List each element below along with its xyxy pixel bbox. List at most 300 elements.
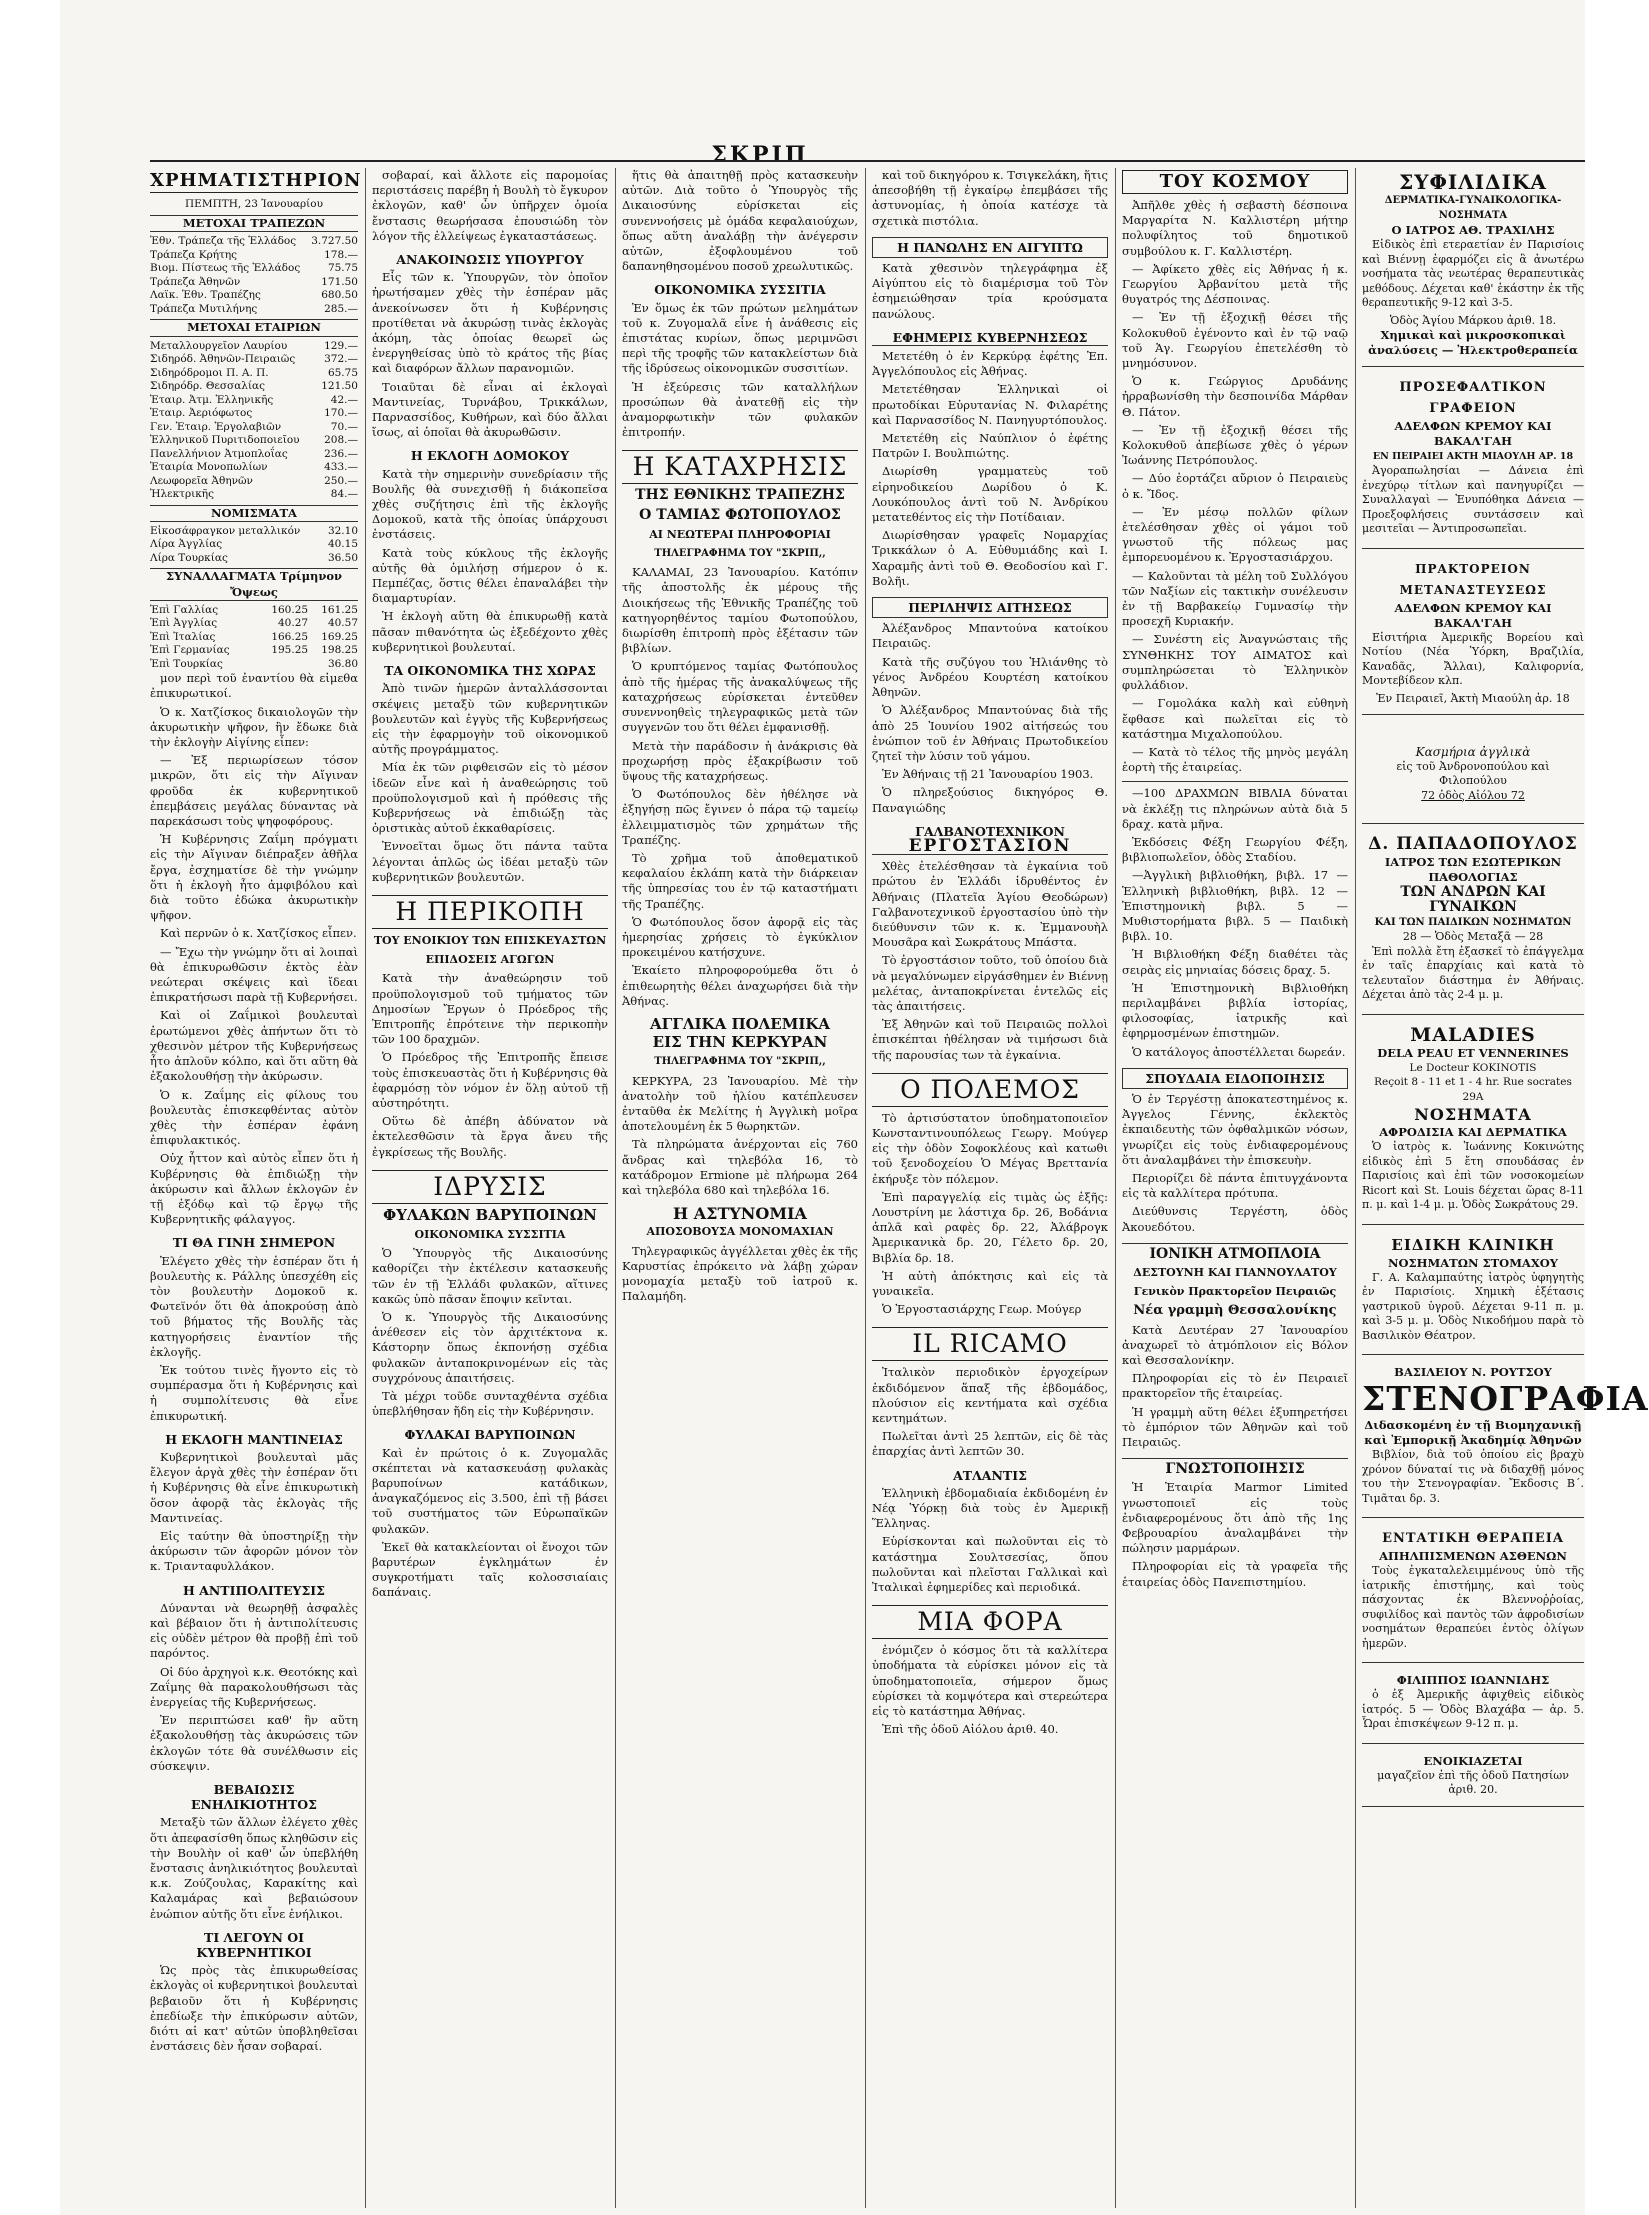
subheading: ΕΠΙΔΟΣΕΙΣ ΑΓΩΓΩΝ	[425, 953, 555, 967]
market-name: Μεταλλουργεῖον Λαυρίου	[150, 339, 288, 352]
market-row	[150, 617, 358, 631]
paragraph: Διωρίσθη γραμματεὺς τοῦ εἰρηνοδικείου Δωρίδου ὁ Κ. Λουκόπουλος ἀντὶ τοῦ Ν. Ἀνδρίκου μετατεθέντος εἰς τὴν Ποτίδαιαν.	[872, 464, 1108, 525]
paragraph: Μετετέθη εἰς Ναύπλιον ὁ ἐφέτης Πατρῶν Ι. Βουλπιώτης.	[872, 431, 1108, 461]
market-name: Ἐθν. Τράπεζα τῆς Ἑλλάδος	[150, 235, 297, 248]
paragraph: Ὁ πληρεξούσιος δικηγόρος Θ. Παναγιώδης	[872, 785, 1108, 815]
article-body	[1122, 781, 1348, 1059]
paragraph: Περιορίζει δὲ πάντα ἐπιτυγχάνοντα εἰς τὰ καλλίτερα πρότυπα.	[1122, 1170, 1348, 1201]
section-heading: ΟΙΚΟΝΟΜΙΚΑ ΣΥΣΣΙΤΙΑ	[654, 282, 826, 298]
section-heading: ΑΓΓΛΙΚΑ ΠΟΛΕΜΙΚΑ	[649, 1014, 831, 1033]
article-body	[622, 565, 858, 1009]
ad-kokinotis	[1362, 1021, 1584, 1225]
ad-title: ΒΑΣΙΛΕΙΟΥ Ν. ΡΟΥΤΣΟΥ	[1394, 1365, 1552, 1379]
ad-title: ΕΝΟΙΚΙΑΖΕΤΑΙ	[1423, 1753, 1523, 1768]
column-rule	[865, 168, 866, 2208]
section-heading: ΦΥΛΑΚΑΙ ΒΑΡΥΠΟΙΝΩΝ	[404, 1427, 576, 1443]
paragraph: Ἡ Κυβέρνησις Ζαΐμη πρόγματι εἰς τὴν Αἴγιναν διέπραξεν ἀθῆλα ἔργα, ἐσχηματίσε δὲ τὴν γνώμην ὅτι ἡ ἐκλογὴ ἦτο ἀμφιβόλου καὶ διὰ τοῦτο ἐδώκα ἀκυρωτικὴν ψῆφον.	[150, 832, 358, 923]
paragraph: — Γομολάκα καλὴ καὶ εὐθηνὴ ἔφθασε καὶ πωλεῖται εἰς τὸ κατάστημα Μιχαλοπούλου.	[1122, 696, 1348, 741]
paragraph: Πληροφορίαι εἰς τὰ γραφεῖα τῆς ἑταιρείας ὁδὸς Πανεπιστημίου.	[1122, 1559, 1348, 1589]
market-value	[258, 658, 308, 672]
paragraph: Ὁ Φωτόπουλος δὲν ἠθέλησε νὰ ἐξηγήσῃ πῶς ἔγινεν ὁ πάρα τῷ ταμείῳ ἐλλειμματισμὸς τῶν χρημάτων τῆς Τραπέζης.	[622, 787, 858, 847]
paragraph: —Ἀγγλικὴ βιβλιοθήκη, βιβλ. 17 — Ἑλληνικὴ βιβλιοθήκη, βιβλ. 12 — Ἐπιστημονικὴ βιβλ. 5 — Μυθιστορήματα βιβλ. 5 — Παιδικὴ βιβλ. 10.	[1122, 868, 1348, 944]
market-row	[150, 448, 358, 462]
paragraph: ΚΑΛΑΜΑΙ, 23 Ἰανουαρίου. Κατόπιν τῆς ἀποστολῆς ἐκ μέρους τῆς Διοικήσεως τῆς Ἐθνικῆς Τραπέζης τοῦ κατηγορηθέντος ταμίου Φωτοπούλου, διωρίσθη ἐπιτροπὴ πρὸς ἐξέτασιν τῶν βιβλίων.	[622, 565, 858, 656]
article-body	[872, 859, 1108, 1063]
paragraph: Τηλεγραφικῶς ἀγγέλλεται χθὲς ἐκ τῆς Καρυστίας ἐπρόκειτο νὰ λάβῃ χώραν μονομαχία μεταξὺ τοῦ ἰατροῦ κ. Παλαμήδη.	[622, 1243, 858, 1304]
paragraph: Ἐκ τούτου τινὲς ἤγοντο εἰς τὸ συμπέρασμα ὅτι ἡ Κυβέρνησις καὶ ἡ συμπολίτευσις θὰ εἶνε ἐπικυρωτική.	[150, 1362, 358, 1423]
market-name: Ἐπὶ Τουρκίας	[150, 657, 223, 670]
market-row	[150, 488, 358, 502]
paragraph: Πωλεῖται ἀντὶ 25 λεπτῶν, εἰς δὲ τὰς ἐπαρχίας ἀντὶ λεπτῶν 30.	[872, 1429, 1108, 1459]
market-row	[150, 658, 358, 672]
paragraph: — Ἐν μέσῳ πολλῶν φίλων ἐτελέσθησαν χθὲς οἱ γάμοι τοῦ γνωστοῦ τῆς πόλεως μας ἐμπορευομένου κ. Ἐργοστασιάρχου.	[1122, 504, 1348, 565]
article-body	[872, 1486, 1108, 1595]
market-value: 236.—	[324, 447, 358, 460]
market-row	[150, 538, 358, 552]
section-heading: ΓΑΛΒΑΝΟΤΕΧΝΙΚΟΝ	[915, 823, 1065, 839]
paragraph: Ἡ Ἑταιρία Marmor Limited γνωστοποιεῖ εἰς τοὺς ἐνδιαφερομένους ὅτι ἀπὸ τῆς 1ης Φεβρουαρίου ἀναλαμβάνει τὴν πώλησιν μαρμάρων.	[1122, 1480, 1348, 1556]
column-2	[372, 168, 608, 2208]
paragraph: — Καλοῦνται τὰ μέλη τοῦ Συλλόγου τῶν Ναξίων εἰς τακτικὴν συνέλευσιν ἐν τῇ Βαρβακείῳ Γυμνασίῳ τὴν προσεχῆ Κυριακήν.	[1122, 568, 1348, 629]
section-heading: Η ΠΑΝΩΛΗΣ ΕΝ ΑΙΓΥΠΤΩ	[872, 237, 1108, 258]
subheading: ΤΟΥ ΕΝΟΙΚΙΟΥ ΤΩΝ ΕΠΙΣΚΕΥΑΣΤΩΝ	[373, 933, 607, 947]
headline: Ο ΠΟΛΕΜΟΣ	[872, 1073, 1108, 1107]
paragraph: Μετὰ τὴν παράδοσιν ἡ ἀνάκρισις θὰ προχωρήσῃ πρὸς ἐξακρίβωσιν τοῦ ὕψους τῆς καταχρήσεως.	[622, 738, 858, 783]
paragraph: Κατὰ τὴν ἀναθεώρησιν τοῦ προϋπολογισμοῦ τοῦ τμήματος τῶν Δημοσίων Ἔργων ὁ Πρόεδρος τῆς Ἐπιτροπῆς ἐπρότεινε τὴν περικοπὴν τῶν 100 δραχμῶν.	[372, 971, 608, 1047]
market-row	[150, 604, 358, 618]
ad-doctor: Le Docteur KOKINOTIS	[1409, 1061, 1537, 1074]
article-body	[150, 1450, 358, 1575]
market-name: Ἑταιρ. Ἀεριόφωτος	[150, 407, 253, 420]
paragraph: Ὁ Πρόεδρος τῆς Ἐπιτροπῆς ἔπεισε τοὺς ἐπισκευαστὰς ὅτι ἡ Κυβέρνησις θὰ ἐφαρμόσῃ τὸν νόμον ἐν ὅλῃ αὐτοῦ τῇ αὐστηρότητι.	[372, 1050, 608, 1110]
fx-heading: ΣΥΝΑΛΛΑΓΜΑΤΑ Τρίμηνον Ὄψεως	[150, 568, 358, 600]
paragraph: Καὶ οἱ Ζαΐμικοὶ βουλευταὶ ἐρωτώμενοι χθὲς ἀπήντων ὅτι τὸ χθεσινὸν μέτρον τῆς Κυβερνήσεως ἦτο ἀπλοῦν κόλπο, καὶ ὅτι αὕτη θὰ ἐξακολουθήσῃ τὴν ἀκύρωσιν.	[150, 1008, 358, 1084]
article-body	[872, 621, 1108, 815]
paragraph: Ὁ ἐν Τεργέστῃ ἀποκατεστημένος κ. Ἀγγελος Γέννης, ἐκλεκτὸς ἐκπαιδευτὴς τῶν ὀφθαλμικῶν νόσων, γνωρίζει εἰς τοὺς ἐνδιαφερομένους ὅτι ἀναλαμβάνει τὴν ἐπισκευὴν.	[1122, 1091, 1348, 1167]
article-body	[372, 270, 608, 440]
market-value: 161.25	[321, 603, 358, 616]
headline: Η ΚΑΤΑΧΡΗΣΙΣ	[622, 450, 858, 484]
paragraph: Τὸ ἐργοστάσιον τοῦτο, τοῦ ὁποίου διὰ νὰ μεγαλύνωμεν εἰργάσθημεν ἐν Βιέννῃ μελέτας, ἀνταποκρίνεται ἐντελῶς εἰς τὰς ἀπαιτήσεις.	[872, 953, 1108, 1013]
paragraph: Τὸ ἀρτισύστατον ὑποδηματοποιεῖον Κωνσταντινουπόλεως Γεωργ. Μούγερ εἰς τὴν ὁδὸν Σοφοκλέους καὶ κατωθι τοῦ ξενοδοχείου Ὁ Μέγας Βρεττανία ἐκήρυξε τὸν πόλεμον.	[872, 1110, 1108, 1186]
paragraph: Ἡ Ἐπιστημονικὴ Βιβλιοθήκη περιλαμβάνει βιβλία ἱστορίας, φιλοσοφίας, ἰατρικῆς καὶ ἐφηρμοσμένων ἐπιστημῶν.	[1122, 980, 1348, 1041]
section-heading: ΤΙ ΛΕΓΟΥΝ ΟΙ ΚΥΒΕΡΝΗΤΙΚΟΙ	[196, 1929, 312, 1961]
paragraph: Ὁ κ. Γεώργιος Δρυδάνης ἠρραβωνίσθη τὴν δεσποινίδα Μάρθαν Θ. Πάτον.	[1122, 374, 1348, 419]
market-name: Τράπεζα Κρήτης	[150, 248, 238, 261]
market-name: Ἑταιρ. Ἀτμ. Ἑλληνικῆς	[150, 393, 274, 406]
market-value: 285.—	[324, 302, 358, 315]
ad-for-rent	[1362, 1750, 1584, 1807]
article-body	[1122, 1092, 1348, 1235]
paragraph: Ἐπὶ παραγγελίᾳ εἰς τιμὰς ὡς ἑξῆς: Λουστρίνη με λάστιχα δρ. 26, Βοδάνια ἁπλᾶ καὶ ραφὲς δρ. 22, Ἀλάβρογκ Ἀμερικανικὰ δρ. 20, Γέλετο δρ. 20, Βιβλία δρ. 18.	[872, 1189, 1108, 1265]
article-body	[372, 1246, 608, 1419]
market-row	[150, 276, 358, 290]
market-name: Σιδηρόδρομοι Π. Α. Π.	[150, 366, 269, 379]
paragraph: Διεύθυνσις Τεργέστη, ὁδὸς Ἀκουεδότου.	[1122, 1204, 1348, 1234]
article-body	[372, 467, 608, 655]
paragraph: Ὁ κ. Χατζίσκος δικαιολογῶν τὴν ἀκυρωτικὴν ψῆφον, ἣν ἔδωκε διὰ τὴν ἐκλογὴν Αἰγίνης εἶπεν:	[150, 704, 358, 750]
ad-address: Ὁδὸς Ἁγίου Μάρκου ἀριθ. 18.	[1389, 313, 1557, 327]
ad-title: ΝΟΣΗΜΑΤΑ	[1414, 1105, 1532, 1124]
article-body	[872, 1365, 1108, 1459]
article-body	[872, 1111, 1108, 1318]
market-row	[150, 340, 358, 354]
market-row	[150, 289, 358, 303]
paragraph: Οὐχ ἧττον καὶ αὐτὸς εἶπεν ὅτι ἡ Κυβέρνησις θὰ ἐπιδιώξῃ τὴν ἀκύρωσιν καὶ ἄλλων ἐκλογῶν ἐν τῇ ἐξόδῳ καὶ τῷ ἔργῳ τῆς Κυβερνητικῆς φάλαγγος.	[150, 1151, 358, 1227]
ad-subtitle: ΚΑΙ ΤΩΝ ΠΑΙΔΙΚΩΝ ΝΟΣΗΜΑΤΩΝ	[1374, 917, 1572, 928]
market-name: Ἑταιρία Μονοπωλίων	[150, 461, 268, 474]
market-name: Εἰκοσάφραγκον μεταλλικόν	[150, 524, 301, 537]
ad-text: ὁ ἐξ Ἀμερικῆς ἀφιχθεὶς εἰδικὸς ἰατρός. 5 — Ὁδὸς Βλαχάβα — ἀρ. 5. Ὧραι ἐπισκέψεων 9-12 π. μ.	[1362, 1688, 1584, 1730]
ad-title: ΕΝΤΑΤΙΚΗ ΘΕΡΑΠΕΙΑ	[1382, 1531, 1564, 1546]
paragraph: Χθὲς ἐτελέσθησαν τὰ ἐγκαίνια τοῦ πρώτου ἐν Ἑλλάδι ἱδρυθέντος ἐν Ἀθήναις (Πλατεῖα Ἁγίου Θεοδώρων) Γαλβανοτεχνικοῦ ἐργοστασίου ὑπὸ τὴν διεύθυνσιν τῶν κ. κ. Ἐμμανουὴλ Μουσᾶρα καὶ Σωκράτους Μπάστα.	[872, 859, 1108, 950]
market-row	[150, 353, 358, 367]
ad-text: Εἰσιτήρια Ἀμερικῆς Βορείου καὶ Νοτίου (Νέα Ὑόρκη, Βραζιλία, Καναδᾶς, Ἄλλαι), Καλιφορνία, Μοντεβίδεον κλπ.	[1362, 630, 1584, 687]
section-heading: ΤΑ ΟΙΚΟΝΟΜΙΚΑ ΤΗΣ ΧΩΡΑΣ	[384, 663, 596, 679]
stock-exchange-title: ΧΡΗΜΑΤΙΣΤΗΡΙΟΝ	[150, 170, 362, 191]
article-body	[372, 971, 608, 1159]
ad-subtitle: ΝΟΣΗΜΑΤΩΝ ΣΤΟΜΑΧΟΥ	[1388, 1255, 1558, 1270]
section-heading: ΣΠΟΥΔΑΙΑ ΕΙΔΟΠΟΙΗΣΙΣ	[1122, 1068, 1348, 1089]
paragraph: Ἑλληνικὴ ἑβδομαδιαία ἐκδιδομένη ἐν Νέᾳ Ὑόρκῃ διὰ τοὺς ἐν Ἀμερικῇ Ἕλληνας.	[872, 1485, 1108, 1531]
column-6-ads	[1362, 168, 1649, 2208]
paragraph: Μία ἐκ τῶν ριφθεισῶν εἰς τὸ μέσον ἰδεῶν εἶνε καὶ ἡ ἀναθεώρησις τοῦ προϋπολογισμοῦ καὶ ἡ πρόθεσις τῆς Κυβερνήσεως νὰ ἐπιδιώξῃ τὰς ὁριστικὰς αὐτοῦ ἐκκαθαρίσεις.	[372, 760, 608, 836]
headline: ΕΡΓΟΣΤΑΣΙΟΝ	[872, 839, 1108, 855]
market-row	[150, 235, 358, 249]
market-row	[150, 644, 358, 658]
masthead: ΣΚΡΙΠ	[711, 142, 809, 168]
section-heading: ΠΕΡΙΛΗΨΙΣ ΑΙΤΗΣΕΩΣ	[872, 597, 1108, 618]
paragraph: — Δύο ἐορτάζει αὔριον ὁ Πειραιεὺς ὁ κ. Ἴδος.	[1122, 471, 1348, 501]
column-4	[872, 168, 1108, 2208]
market-value: 372.—	[324, 353, 358, 366]
article-body	[872, 261, 1108, 322]
paragraph: Ὁ κατάλογος ἀποστέλλεται δωρεάν.	[1132, 1044, 1346, 1059]
paragraph: Ὁ Ἐργοστασιάρχης Γεωρ. Μούγερ	[882, 1302, 1082, 1317]
ad-subtitle: ΑΔΕΛΦΩΝ ΚΡΕΜΟΥ ΚΑΙ ΒΑΚΑΛ'ΓΑΗ	[1394, 600, 1552, 630]
article-body	[150, 1601, 358, 1774]
market-value: 84.—	[330, 488, 358, 501]
section-heading: ΕΦΗΜΕΡΙΣ ΚΥΒΕΡΝΗΣΕΩΣ	[872, 330, 1108, 346]
ad-title: ΣΥΦΙΛΙΔΙΚΑ	[1399, 170, 1547, 194]
top-rule	[150, 160, 1585, 162]
ad-text: εἰς τοῦ Ἀνδρονοπούλου καὶ Φιλοπούλου	[1396, 759, 1550, 787]
section-heading: ΑΤΛΑΝΤΙΣ	[953, 1467, 1027, 1483]
banks-heading: ΜΕΤΟΧΑΙ ΤΡΑΠΕΖΩΝ	[150, 215, 358, 232]
market-value: 129.—	[324, 339, 358, 352]
market-name: Σιδηρόδρ. Θεσσαλίας	[150, 380, 266, 393]
ad-stomach-clinic	[1362, 1231, 1584, 1356]
column-5	[1122, 168, 1348, 2208]
market-value: 170.—	[324, 407, 358, 420]
headline: Η ΠΕΡΙΚΟΠΗ	[372, 895, 608, 929]
market-value: 40.57	[327, 617, 358, 630]
paragraph: Ὁ Ὑπουργὸς τῆς Δικαιοσύνης καθορίζει τὴν ἐκτέλεσιν κατασκευῆς τῶν ἐν τῇ Ἑλλάδι φυλακῶν, αἵτινες κακῶς ὑπὸ πᾶσαν ἔποψιν κεῖνται.	[372, 1246, 608, 1306]
article-body	[150, 1254, 358, 1424]
article-body	[872, 1643, 1108, 1737]
article-body	[1122, 1480, 1348, 1589]
paragraph: Εἷς τῶν κ. Ὑπουργῶν, τὸν ὁποῖον ἠρωτήσαμεν χθὲς τὴν ἑσπέραν μᾶς ἀνεκοίνωσεν ὅτι ἡ Κυβέρνησις προτίθεται νὰ ἀκυρώσῃ τινὰς ἐκλογὰς ἀκόμη, τὰς ὁποίας θεωρεῖ ὡς ἐνεργηθείσας ὑπὸ τὸ κράτος τῆς βίας καὶ διαφόρων ἄλλων παρανομιῶν.	[372, 270, 608, 376]
subheading: ΟΙΚΟΝΟΜΙΚΑ ΣΥΣΣΙΤΙΑ	[414, 1227, 566, 1241]
ad-stenography	[1362, 1361, 1649, 1518]
banks-table	[150, 235, 358, 316]
section-heading: Η ΑΝΤΙΠΟΛΙΤΕΥΣΙΣ	[183, 1582, 325, 1598]
article-body	[1122, 198, 1348, 775]
paragraph: Μετετέθησαν Ἑλληνικαὶ οἱ πρωτοδίκαι Εὐρυτανίας Ν. Φιλαρέτης καὶ Παρνασσίδος Ν. Πανηγυρτόπουλος.	[872, 382, 1108, 427]
paragraph: Ἡ ἐξεύρεσις τῶν καταλλήλων προσώπων θὰ ἀνατεθῇ εἰς τὴν ἀναμορφωτικὴν τῶν φυλακῶν ἐπιτροπήν.	[622, 379, 858, 440]
paragraph: — Ἔχω τὴν γνώμην ὅτι αἱ λοιπαὶ θὰ ἐπικυρωθῶσιν ἐκτὸς ἐὰν νεώτεραι σκέψεις καὶ ἴδεαι ἐπικρατήσωσι παρὰ τῇ Κυβερνήσει.	[150, 944, 358, 1005]
section-heading: ΙΟΝΙΚΗ ΑΤΜΟΠΛΟΙΑ	[1122, 1243, 1348, 1262]
market-row	[150, 367, 358, 381]
paragraph: Ἰταλικὸν περιοδικὸν ἐργοχείρων ἐκδιδόμενον ἅπαξ τῆς ἑβδομάδος, πλούσιον εἰς κεντήματα καὶ σχέδια κεντημάτων.	[872, 1365, 1108, 1426]
ad-text: Κασμήρια ἀγγλικὰ	[1415, 745, 1531, 759]
ad-title: MALADIES	[1410, 1023, 1536, 1046]
ad-subtitle: ΤΩΝ ΑΝΔΡΩΝ ΚΑΙ ΓΥΝΑΙΚΩΝ	[1400, 884, 1546, 915]
ad-title: ΠΡΟΣΕΦΑΛΤΙΚΟΝ ΓΡΑΦΕΙΟΝ	[1399, 380, 1547, 416]
market-row	[150, 461, 358, 475]
paragraph: — Ἀφίκετο χθὲς εἰς Ἀθήνας ἡ κ. Γεωργίου Ἀρβανίτου μετὰ τῆς θυγατρός της Δέσποινας.	[1122, 261, 1348, 307]
ad-text: Ἀγοραπωλησίαι — Δάνεια ἐπὶ ἐνεχύρῳ τίτλων καὶ πανηγυρίζει — Συναλλαγαὶ — Ἐνυπόθηκα Δάνεια — Προεξοφλήσεις συντάσσειν καὶ μεσιτεῖαι — Ἀντιπροσωπεῖαι.	[1362, 464, 1584, 535]
paragraph: Ἐκεῖ θὰ κατακλείονται οἱ ἔνοχοι τῶν βαρυτέρων ἐγκλημάτων ἐν συγκροτήματι ταῖς κολοσσιαίαις δαπάναις.	[372, 1539, 608, 1600]
paragraph: Ὁ Φωτόπουλος ὅσον ἀφορᾷ εἰς τὰς ἡμερησίας χρήσεις τὸ ἐγκύκλιον προκειμένου κατήσχυνε.	[622, 914, 858, 960]
paragraph: Κατὰ τοὺς κύκλους τῆς ἐκλογῆς αὐτῆς θὰ ὁμιλήσῃ σήμερον ὁ κ. Πεμπέζας, ὅστις θέλει ἐπαναλάβει τὴν διαμαρτυρίαν.	[372, 545, 608, 606]
market-value: 171.50	[321, 275, 358, 288]
ad-title: Δ. ΠΑΠΑΔΟΠΟΥΛΟΣ	[1368, 834, 1578, 854]
ad-address: Ἐν Πειραιεῖ, Ἀκτὴ Μιαούλη ἀρ. 18	[1376, 691, 1570, 705]
paragraph: Τοιαῦται δὲ εἶναι αἱ ἐκλογαὶ Μαντινείας, Τυρνάβου, Τρικκάλων, Παρνασσίδος, Κυθήρων, καὶ δύο ἄλλαι ἴσως, αἱ ὁποῖαι θὰ ἀκυρωθῶσιν.	[372, 379, 608, 440]
column-rule	[615, 168, 616, 2208]
article-body	[372, 1446, 608, 1601]
market-value: 433.—	[324, 461, 358, 474]
paragraph: Εὑρίσκονται καὶ πωλοῦνται εἰς τὸ κατάστημα Σουλτσεσίας, ὅπου πωλοῦνται καὶ πλεῖσται Γαλλικαὶ καὶ Ἰταλικαὶ ἐφημερίδες καὶ περιοδικά.	[872, 1534, 1108, 1595]
ad-ioannidis	[1362, 1669, 1584, 1744]
paragraph: — Ἐν τῇ ἐξοχικῇ θέσει τῆς Κολοκυθοῦ ἀπεβίωσε χθὲς ὁ γέρων Ἰωάννης Πετρόπουλος.	[1122, 422, 1348, 468]
paragraph: Κατὰ τὴν σημερινὴν συνεδρίασιν τῆς Βουλῆς θὰ συνεχισθῇ ἡ διάκοπεῖσα χθὲς συζήτησις ἐπὶ τῆς ἐκλογῆς Δομοκοῦ, κατὰ τῆς ὁποίας ὑπάρχουσι ἐνστάσεις.	[372, 466, 608, 542]
article-body	[622, 168, 858, 274]
coins-heading: ΝΟΜΙΣΜΑΤΑ	[150, 505, 358, 522]
section-heading: Η ΕΚΛΟΓΗ ΜΑΝΤΙΝΕΙΑΣ	[165, 1431, 343, 1447]
paragraph: μον περὶ τοῦ ἐναντίου θὰ εἰμεθα ἐπικυρωτικοί.	[150, 671, 358, 701]
market-row	[150, 394, 358, 408]
paragraph: — Ἐξ περιωρίσεων τόσον μικρῶν, ὅτι εἰς τὴν Αἴγιναν φροῦδα ἐκ κυβερνητικοῦ ἐπεμβάσεις μεγάλας δύναντας νὰ παρεκάσωσι τοὺς ψηφοφόρους.	[150, 753, 358, 829]
article-body	[372, 168, 608, 244]
ad-text: Ἐπὶ πολλὰ ἔτη ἐξασκεῖ τὸ ἐπάγγελμα ἐν ταῖς ἐπαρχίαις καὶ κατὰ τὸ τελευταῖον διάστημα ἐν Ἀθήναις. Δέχεται ἀπὸ τὰς 2-4 μ. μ.	[1362, 944, 1584, 1001]
paragraph: καὶ τοῦ δικηγόρου κ. Τσιγκελάκη, ἥτις ἀπεσοβήθη τῇ ἐγκαίρῳ ἐπεμβάσει τῆς ἀστυνομίας, ἡ ὁποία κατέσχε τὰ σχετικὰ πιστόλια.	[872, 168, 1108, 228]
paragraph: — Συνέστη εἰς Ἀναγνώσταις τῆς ΣΥΝΘΗΚΗΣ ΤΟΥ ΑΙΜΑΤΟΣ καὶ συμπληρώσεται τὸ Ἑλληνικὸν φυλλάδιον.	[1122, 632, 1348, 693]
market-value: 42.—	[330, 393, 358, 406]
market-value: 70.—	[330, 420, 358, 433]
subheading: ΑΠΟΣΟΒΟΥΣΑ ΜΟΝΟΜΑΧΙΑΝ	[646, 1225, 834, 1239]
ad-subtitle: ΙΑΤΡΟΣ ΤΩΝ ΕΣΩΤΕΡΙΚΩΝ ΠΑΘΟΛΟΓΙΑΣ	[1384, 855, 1562, 884]
paragraph: Διωρίσθησαν γραφεῖς Νομαρχίας Τρικκάλων ὁ Α. Εὐθυμιάδης καὶ Ι. Χαραμῆς ἀντὶ τοῦ Θ. Θεοδοσίου καὶ Γ. Βολῆι.	[872, 528, 1108, 588]
article-body	[150, 1963, 358, 2054]
fx-table	[150, 604, 358, 672]
ad-text: Τοὺς ἐγκαταλελειμμένους ὑπὸ τῆς ἰατρικῆς ἐπιστήμης, καὶ τοὺς πάσχοντας ἐκ Βλεννοῤῥοίας, συφιλίδος καὶ παντὸς τῶν ἀφροδισίων νοσημάτων θεραπεύει ἐντὸς ὀλίγων ἡμερῶν.	[1362, 1564, 1584, 1650]
market-name: Λίρα Ἀγγλίας	[150, 538, 223, 551]
paragraph: Κατὰ Δευτέραν 27 Ἰανουαρίου ἀναχωρεῖ τὸ ἀτμόπλοιον εἰς Βόλον καὶ Θεσσαλονίκην.	[1122, 1322, 1348, 1368]
paragraph: Ὁ κ. Ὑπουργὸς τῆς Δικαιοσύνης ἀνέθεσεν εἰς τὸν ἀρχιτέκτονα κ. Κάστορην ὅπως ἐκπονήσῃ σχέδια φυλακῶν ἀνταποκρινομένων εἰς τὰς συγχρόνους ἀπαιτήσεις.	[372, 1310, 608, 1385]
market-name: Γεν. Ἑταιρ. Ἐργολαβιῶν	[150, 420, 282, 433]
subheading: ΔΕΣΤΟΥΝΗ ΚΑΙ ΓΙΑΝΝΟΥΛΑΤΟΥ	[1133, 1266, 1337, 1279]
market-row	[150, 303, 358, 317]
subheading: ΕΙΣ ΤΗΝ ΚΕΡΚΥΡΑΝ	[652, 1033, 828, 1052]
market-name: Ἑλληνικοῦ Πυριτιδοποιεῖου	[150, 434, 300, 447]
ad-subtitle: ΑΠΗΛΠΙΣΜΕΝΩΝ ΑΣΘΕΝΩΝ	[1379, 1549, 1567, 1563]
headline: IL RICAMO	[872, 1327, 1108, 1361]
market-name: Τράπεζα Μυτιλήνης	[150, 302, 258, 315]
paragraph: Ἀλέξανδρος Μπαντούνα κατοίκου Πειραιῶς.	[872, 621, 1108, 651]
ad-cashmere	[1362, 721, 1584, 824]
section-heading: ΑΝΑΚΟΙΝΩΣΙΣ ΥΠΟΥΡΓΟΥ	[396, 252, 584, 268]
market-value: 65.75	[327, 366, 358, 379]
ad-subtitle: Διδασκομένη ἐν τῇ Βιομηχανικῇ καὶ Ἐμπορικῇ Ἀκαδημίᾳ Ἀθηνῶν	[1364, 1418, 1582, 1447]
ad-title: ΕΙΔΙΚΗ ΚΛΙΝΙΚΗ	[1391, 1235, 1555, 1254]
market-name: Λίρα Τουρκίας	[150, 551, 228, 564]
column-1	[150, 168, 362, 2208]
article-body	[150, 1815, 358, 1921]
paragraph: ἥτις θὰ ἀπαιτηθῇ πρὸς κατασκευὴν αὐτῶν. Διὰ τοῦτο ὁ Ὑπουργὸς τῆς Δικαιοσύνης εὑρίσκεται εἰς συνεννοήσεις μὲ ὁμάδα κεφαλαιούχων, ὅπως αὕτη ἀναλάβῃ τὴν ἀνέγερσιν αὐτῶν, ἐξοφλουμένου τοῦ δαπανηθησομένου ποσοῦ χρεωλυτικῶς.	[622, 168, 858, 274]
column-3	[622, 168, 858, 2208]
ad-subtitle: ΔΕΡΜΑΤΙΚΑ-ΓΥΝΑΙΚΟΛΟΓΙΚΑ-ΝΟΣΗΜΑΤΑ	[1384, 195, 1562, 221]
ad-text: Γ. Α. Καλαμπαύτης ἰατρὸς ὑφηγητὴς ἐν Παρισίοις. Χημικὴ ἐξέτασις γαστρικοῦ ὑγροῦ. Δέχεται 9-11 π. μ. καὶ 3-5 μ. μ. Ὁδὸς Νικοδήμου παρὰ τὸ Βασιλικὸν Θέατρον.	[1362, 1270, 1584, 1342]
paragraph: Ἐννοεῖται ὅμως ὅτι πάντα ταῦτα λέγονται ἁπλῶς ὡς ἰδέαι μεταξὺ τῶν κυβερνητικῶν βουλευτῶν.	[372, 839, 608, 884]
section-heading: Η ΑΣΤΥΝΟΜΙΑ	[673, 1204, 807, 1224]
market-value: 36.50	[327, 551, 358, 564]
market-value: 36.80	[327, 657, 358, 670]
paragraph: Κατὰ χθεσινὸν τηλεγράφημα ἐξ Αἰγύπτου εἰς τὸ διαμέρισμα τοῦ Τὸν ἐσημειώθησαν τρία κρούσματα πανώλους.	[872, 261, 1108, 321]
ad-text: μαγαζεῖον ἐπὶ τῆς ὁδοῦ Πατησίων ἀριθ. 20.	[1377, 1768, 1569, 1796]
paragraph: — Κατὰ τὸ τέλος τῆς μηνὸς μεγάλη ἑορτὴ τῆς ἐταιρείας.	[1122, 744, 1348, 775]
paragraph: σοβαραί, καὶ ἄλλοτε εἰς παρομοίας περιστάσεις παρέβη ἡ Βουλὴ τὸ ἔγκυρον ἐκλογῶν, καθ' ὧν ὑπῆρχεν ὁμοία ἔνστασις θεωρήσασα ἐπουσιώδη τὸν λόγον τῆς ἐλλείψεως ἐγκαταστάσεως.	[372, 168, 608, 243]
article-body	[150, 671, 358, 1227]
subheading: ΤΗΣ ΕΘΝΙΚΗΣ ΤΡΑΠΕΖΗΣ	[635, 487, 845, 504]
market-value: 250.—	[324, 474, 358, 487]
article-body	[872, 349, 1108, 589]
market-value: 40.15	[327, 538, 358, 551]
ad-text: Βιβλίον, διὰ τοῦ ὁποίου εἰς βραχὺ χρόνον δύναταί τις νὰ διδαχθῇ μόνος του τὴν Στενογραφίαν. Ἔκδοσις Β΄. Τιμᾶται δρ. 3.	[1362, 1448, 1584, 1505]
market-name: Βιομ. Πίστεως τῆς Ἑλλάδος	[150, 262, 301, 275]
paragraph: Κυβερνητικοὶ βουλευταὶ μᾶς ἔλεγον ἀργὰ χθὲς τὴν ἑσπέραν ὅτι ἡ Κυβέρνησις θὰ εἶνε ἐπικυρωτικὴ ὅσον ἀφορᾷ τὰς ἐκλογὰς τῆς Μαντινείας.	[150, 1449, 358, 1525]
ad-therapy	[1362, 1524, 1584, 1663]
market-row	[150, 475, 358, 489]
market-name: Ἐπὶ Γερμανίας	[150, 644, 230, 657]
paragraph: ΚΕΡΚΥΡΑ, 23 Ἰανουαρίου. Μὲ τὴν ἀνατολὴν τοῦ ἡλίου κατέπλευσεν ἐνταῦθα ἐκ Μελίτης ἡ Ἀγγλικὴ μοῖρα ἀποτελουμένη ἐκ 5 θωρηκτῶν.	[622, 1073, 858, 1134]
paragraph: Ὁ κ. Ζαΐμης εἰς φίλους του βουλευτὰς ἐπισκεφθέντας αὐτὸν χθὲς τὴν ἑσπέραν ἐφάνη ἐπιφυλακτικός.	[150, 1087, 358, 1148]
market-value: 40.27	[278, 617, 309, 630]
paragraph: Ἐν Ἀθήναις τῇ 21 Ἰανουαρίου 1903.	[882, 767, 1094, 782]
firms-table	[150, 340, 358, 502]
market-row	[150, 421, 358, 435]
article-body	[622, 1244, 858, 1305]
paragraph: Δύνανται νὰ θεωρηθῇ ἀσφαλὲς καὶ βέβαιον ὅτι ἡ ἀντιπολίτευσις εἰς οὐδὲν μέτρον θὰ προβῇ ἐπὶ τοῦ παρόντος.	[150, 1600, 358, 1661]
paragraph: Τὰ μέχρι τοῦδε συνταχθέντα σχέδια ὑπεβλήθησαν ἤδη εἰς τὴν Κυβέρνησιν.	[372, 1389, 608, 1419]
ad-title: ΠΡΑΚΤΟΡΕΙΟΝ ΜΕΤΑΝΑΣΤΕΥΣΕΩΣ	[1399, 561, 1547, 597]
ad-subtitle: ΑΔΕΛΦΩΝ ΚΡΕΜΟΥ ΚΑΙ ΒΑΚΑΛ'ΓΑΗ	[1394, 419, 1552, 448]
subheading: Ο ΤΑΜΙΑΣ ΦΩΤΟΠΟΥΛΟΣ	[639, 506, 841, 523]
paragraph: Κατὰ τῆς συζύγου του Ἡλιάνθης τὸ γένος Ἀνδρέου Κουρτέση κατοίκου Ἀθηνῶν.	[872, 654, 1108, 700]
market-value: 75.75	[327, 262, 358, 275]
market-value: 166.25	[271, 630, 309, 643]
paragraph: Εἰς ταύτην θὰ ὑποστηρίξῃ τὴν ἀκύρωσιν τῶν ἀφορῶν μόνον τὸν κ. Τριανταφυλλάκον.	[150, 1528, 358, 1574]
section-heading: ΓΝΩΣΤΟΠΟΙΗΣΙΣ	[1122, 1458, 1348, 1477]
market-row	[150, 434, 358, 448]
column-rule	[1355, 168, 1356, 2208]
ad-discount-office	[1362, 373, 1584, 549]
market-value: 169.25	[321, 630, 358, 643]
paragraph: Ἡ ἐκλογὴ αὕτη θὰ ἐπικυρωθῇ κατὰ πᾶσαν πιθανότητα ὡς ἐξεδέχοντο χθὲς κυβερνητικοὶ βουλευταί.	[372, 609, 608, 654]
subheading: ΑΙ ΝΕΩΤΕΡΑΙ ΠΛΗΡΟΦΟΡΙΑΙ	[649, 527, 831, 541]
paragraph: Καὶ περνῶν ὁ κ. Χατζίσκος εἶπεν.	[160, 926, 357, 941]
article-body	[622, 301, 858, 441]
market-name: Πανελλήνιον Ἀτμοπλοΐας	[150, 447, 288, 460]
market-value: 3.727.50	[311, 235, 358, 248]
market-name: Σιδηρόδ. Ἀθηνῶν-Πειραιῶς	[150, 353, 296, 366]
paragraph: Ἐν ὅμως ἐκ τῶν πρώτων μελημάτων τοῦ κ. Ζυγομαλᾶ εἶνε ἡ ἀνάθεσις εἰς ἐπιστάτας κυρίων, ὅπως μεριμνῶσι περὶ τῆς τροφῆς τῶν κατακλείστων διὰ τῆς ἱδρύσεως οἰκονομικῶν συσσιτίων.	[622, 300, 858, 376]
market-date: ΠΕΜΠΤΗ, 23 Ἰανουαρίου	[185, 198, 323, 210]
paragraph: Ἐκδόσεις Φέξη Γεωργίου Φέξη, βιβλιοπωλεῖον, ὁδὸς Σταδίου.	[1122, 834, 1348, 865]
paragraph: Μεταξὺ τῶν ἄλλων ἐλέγετο χθὲς ὅτι ἀπεφασίσθη ὅπως κληθῶσιν εἰς τὴν Βουλὴν οἱ καθ' ὧν ὑπεβλήθη ἔνστασις ἀνηλικιότητος βουλευταὶ κ.κ. Ζούζουλας, Καρακίτης καὶ Καλαμάρας καὶ βεβαιώσουν ἐνώπιον αὐτῆς ὅτι εἶνε ἐνήλικοι.	[150, 1815, 358, 1921]
market-value: 195.25	[271, 644, 309, 657]
market-row	[150, 525, 358, 539]
article-body	[1122, 1323, 1348, 1451]
market-name: Ἠλεκτρικῆς	[150, 488, 214, 501]
paragraph: Ἀπὸ τινῶν ἡμερῶν ἀνταλλάσσονται σκέψεις μεταξὺ τῶν κυβερνητικῶν βουλευτῶν καὶ ἐγγὺς τῆς Κυβερνήσεως εἰς τὴν ἐφαρμογὴν τοῦ οἰκονομικοῦ αὐτῆς προγράμματος.	[372, 681, 608, 757]
paragraph: Τὸ χρῆμα τοῦ ἀποθεματικοῦ κεφαλαίου ἐκλάπη κατὰ τὴν διάρκειαν τῆς ὑπηρεσίας του ἐν τῷ καταστήματι τῆς Τραπέζης.	[622, 850, 858, 911]
market-value: 160.25	[271, 603, 309, 616]
section-heading: ΤΟΥ ΚΟΣΜΟΥ	[1122, 170, 1348, 194]
ad-title: ΦΙΛΙΠΠΟΣ ΙΩΑΝΝΙΔΗΣ	[1396, 1673, 1550, 1687]
market-value: 680.50	[321, 289, 358, 302]
market-row	[150, 552, 358, 566]
subheading: ΤΗΛΕΓΡΑΦΗΜΑ ΤΟΥ "ΣΚΡΙΠ,,	[654, 548, 826, 560]
paragraph: Ὁ κρυπτόμενος ταμίας Φωτόπουλος ἀπὸ τῆς ἡμέρας τῆς ἀνακαλύψεως τῆς καταχρήσεως εὑρίσκεται ἐντεῦθεν συνεννοηθεὶς τηλεγραφικῶς μετὰ τῶν συγγενῶν του ὅτι θέλει ἐμφανισθῇ.	[622, 659, 858, 735]
paragraph: Ἡ γραμμὴ αὕτη θέλει ἐξυπηρετήσει τὸ ἐμπόριον τῶν Ἀθηνῶν καὶ τοῦ Πειραιῶς.	[1122, 1404, 1348, 1450]
ad-syphilis	[1362, 168, 1584, 367]
column-rule	[1115, 168, 1116, 2208]
paragraph: Πληροφορίαι εἰς τὸ ἐν Πειραιεῖ πρακτορεῖον τῆς ἑταιρείας.	[1122, 1371, 1348, 1401]
paragraph: — Ἐν τῇ ἐξοχικῇ θέσει τῆς Κολοκυθοῦ ἐγένοντο καὶ ἐν τῷ ναῷ τοῦ Ἁγ. Γεωργίου ἐπετελέσθη τὸ μνημόσυνον.	[1122, 310, 1348, 371]
ad-hours: Reçoit 8 - 11 et 1 - 4 hr. Rue socrates 29A	[1374, 1076, 1572, 1103]
market-row	[150, 407, 358, 421]
column-rule	[365, 168, 366, 2208]
paragraph: Οὕτω δὲ ἀπέβη ἀδύνατον νὰ ἐκτελεσθῶσιν τὰ ἔργα ἄνευ τῆς ἐγκρίσεως τῆς Βουλῆς.	[372, 1114, 608, 1159]
firms-heading: ΜΕΤΟΧΑΙ ΕΤΑΙΡΙΩΝ	[150, 319, 358, 336]
headline: ΜΙΑ ΦΟΡΑ	[872, 1605, 1108, 1639]
market-name: Τράπεζα Ἀθηνῶν	[150, 275, 241, 288]
paragraph: ἐνόμιζεν ὁ κόσμος ὅτι τὰ καλλίτερα ὑποδήματα τὰ εὑρίσκει μόνον εἰς τὰ ὑποδηματοποιεῖα, σήμερον ὅμως εὑρίσκει τὰ κομψότερα καὶ στερεώτερα εἰς τὸ κατάστημα Ἀθήνας.	[872, 1643, 1108, 1719]
paragraph: Ἀπῆλθε χθὲς ἡ σεβαστὴ δέσποινα Μαργαρίτα Ν. Καλλιστέρη μήτηρ πολυφίλητος τοῦ δημοτικοῦ συμβούλου κ. Γ. Καλλιστέρη.	[1122, 198, 1348, 258]
paragraph: Καὶ ἐν πρώτοις ὁ κ. Ζυγομαλᾶς σκέπτεται νὰ κατασκευάσῃ φυλακὰς βαρυποίνων κατάδικων, ἀναγκαζόμενος εἰς 3.500, ἐπὶ τῇ βάσει τοῦ συστήματος τῶν Εὐρωπαϊκῶν φυλακῶν.	[372, 1445, 608, 1536]
ad-title: ΣΤΕΝΟΓΡΑΦΙΑ	[1362, 1379, 1649, 1418]
subheading: ΤΗΛΕΓΡΑΦΗΜΑ ΤΟΥ "ΣΚΡΙΠ,,	[654, 1056, 826, 1068]
paragraph: Οἱ δύο ἀρχηγοὶ κ.κ. Θεοτόκης καὶ Ζαΐμης θὰ παρακολουθήσωσι τὰς ἐνεργείας τῆς Κυβερνήσεως.	[150, 1664, 358, 1710]
market-row	[150, 249, 358, 263]
ad-subtitle: ΕΝ ΠΕΙΡΑΙΕΙ ΑΚΤΗ ΜΙΑΟΥΛΗ ΑΡ. 18	[1372, 451, 1574, 462]
section-heading: ΒΕΒΑΙΩΣΙΣ ΕΝΗΛΙΚΙΟΤΗΤΟΣ	[190, 1782, 318, 1813]
ad-extra: Χημικαὶ καὶ μικροσκοπικαὶ ἀναλύσεις — Ἠλεκτροθεραπεία	[1368, 328, 1578, 357]
subheading: ΦΥΛΑΚΩΝ ΒΑΡΥΠΟΙΝΩΝ	[383, 1205, 597, 1224]
market-name: Ἐπὶ Ἀγγλίας	[150, 617, 218, 630]
paragraph: Ἐν περιπτώσει καθ' ἣν αὕτη ἐξακολουθήσῃ τὰς ἀκυρώσεις τῶν ἐκλογῶν τότε θὰ συνέλθωσιν εἰς σύσκεψιν.	[150, 1713, 358, 1773]
ad-subtitle: DELA PEAU ET VENNERINES	[1377, 1045, 1569, 1060]
article-body	[872, 168, 1108, 229]
subheading: Γενικὸν Πρακτορεῖον Πειραιῶς	[1133, 1285, 1337, 1299]
ad-address: 72 ὁδὸς Αἰόλου 72	[1421, 788, 1525, 802]
market-value: 32.10	[327, 524, 358, 537]
section-heading: ΤΙ ΘΑ ΓΙΝΗ ΣΗΜΕΡΟΝ	[172, 1235, 336, 1251]
paragraph: Ἐπὶ τῆς ὁδοῦ Αἰόλου ἀριθ. 40.	[882, 1722, 1059, 1737]
paragraph: —100 ΔΡΑΧΜΩΝ ΒΙΒΛΙΑ δύναται νὰ ἐκλέξῃ τις πληρώνων αὐτὰ διὰ 5 δραχ. κατὰ μῆνα.	[1122, 786, 1348, 831]
